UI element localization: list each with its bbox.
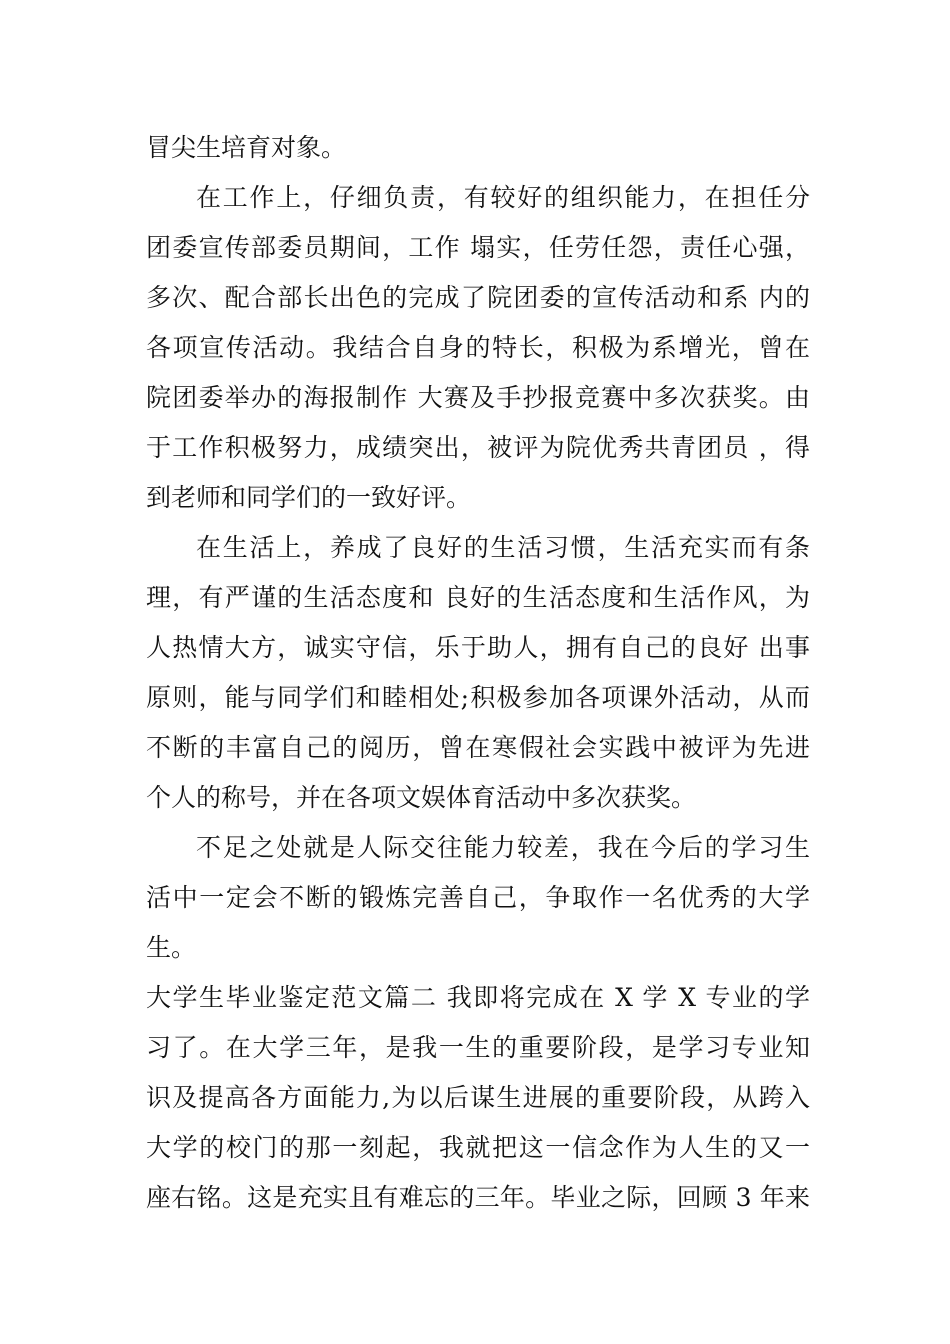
text-line: 冒尖生培育对象。 [146,133,347,162]
section-heading-line: 大学生毕业鉴定范文篇二 我即将完成在 X 学 X 专业的学 [146,983,810,1012]
text-line: 原则，能与同学们和睦相处;积极参加各项课外活动，从而 [146,683,810,712]
paragraph-first-line: 不足之处就是人际交往能力较差，我在今后的学习生 [196,833,810,862]
text-line: 团委宣传部委员期间，工作 塌实，任劳任怨，责任心强， [146,233,810,262]
text-line: 到老师和同学们的一致好评。 [146,483,472,512]
text-line: 多次、配合部长出色的完成了院团委的宣传活动和系 内的 [146,283,810,312]
text-line: 习了。在大学三年，是我一生的重要阶段，是学习专业知 [146,1033,810,1062]
text-line: 于工作积极努力，成绩突出，被评为院优秀共青团员 ，得 [146,433,810,462]
text-line: 识及提高各方面能力,为以后谋生进展的重要阶段，从跨入 [146,1083,810,1112]
text-line: 人热情大方，诚实守信，乐于助人，拥有自己的良好 出事 [146,633,810,662]
text-line: 院团委举办的海报制作 大赛及手抄报竞赛中多次获奖。由 [146,383,810,412]
text-line: 座右铭。这是充实且有难忘的三年。毕业之际，回顾 3 年来 [146,1183,810,1212]
text-line: 理，有严谨的生活态度和 良好的生活态度和生活作风，为 [146,583,810,612]
text-line: 生。 [146,933,197,962]
text-line: 不断的丰富自己的阅历，曾在寒假社会实践中被评为先进 [146,733,810,762]
text-line: 各项宣传活动。我结合自身的特长，积极为系增光，曾在 [146,333,810,362]
paragraph-first-line: 在工作上，仔细负责，有较好的组织能力，在担任分 [196,183,810,212]
paragraph-first-line: 在生活上，养成了良好的生活习惯，生活充实而有条 [196,533,810,562]
text-line: 个人的称号，并在各项文娱体育活动中多次获奖。 [146,783,697,812]
text-line: 活中一定会不断的锻炼完善自己，争取作一名优秀的大学 [146,883,810,912]
text-line: 大学的校门的那一刻起，我就把这一信念作为人生的又一 [146,1133,810,1162]
